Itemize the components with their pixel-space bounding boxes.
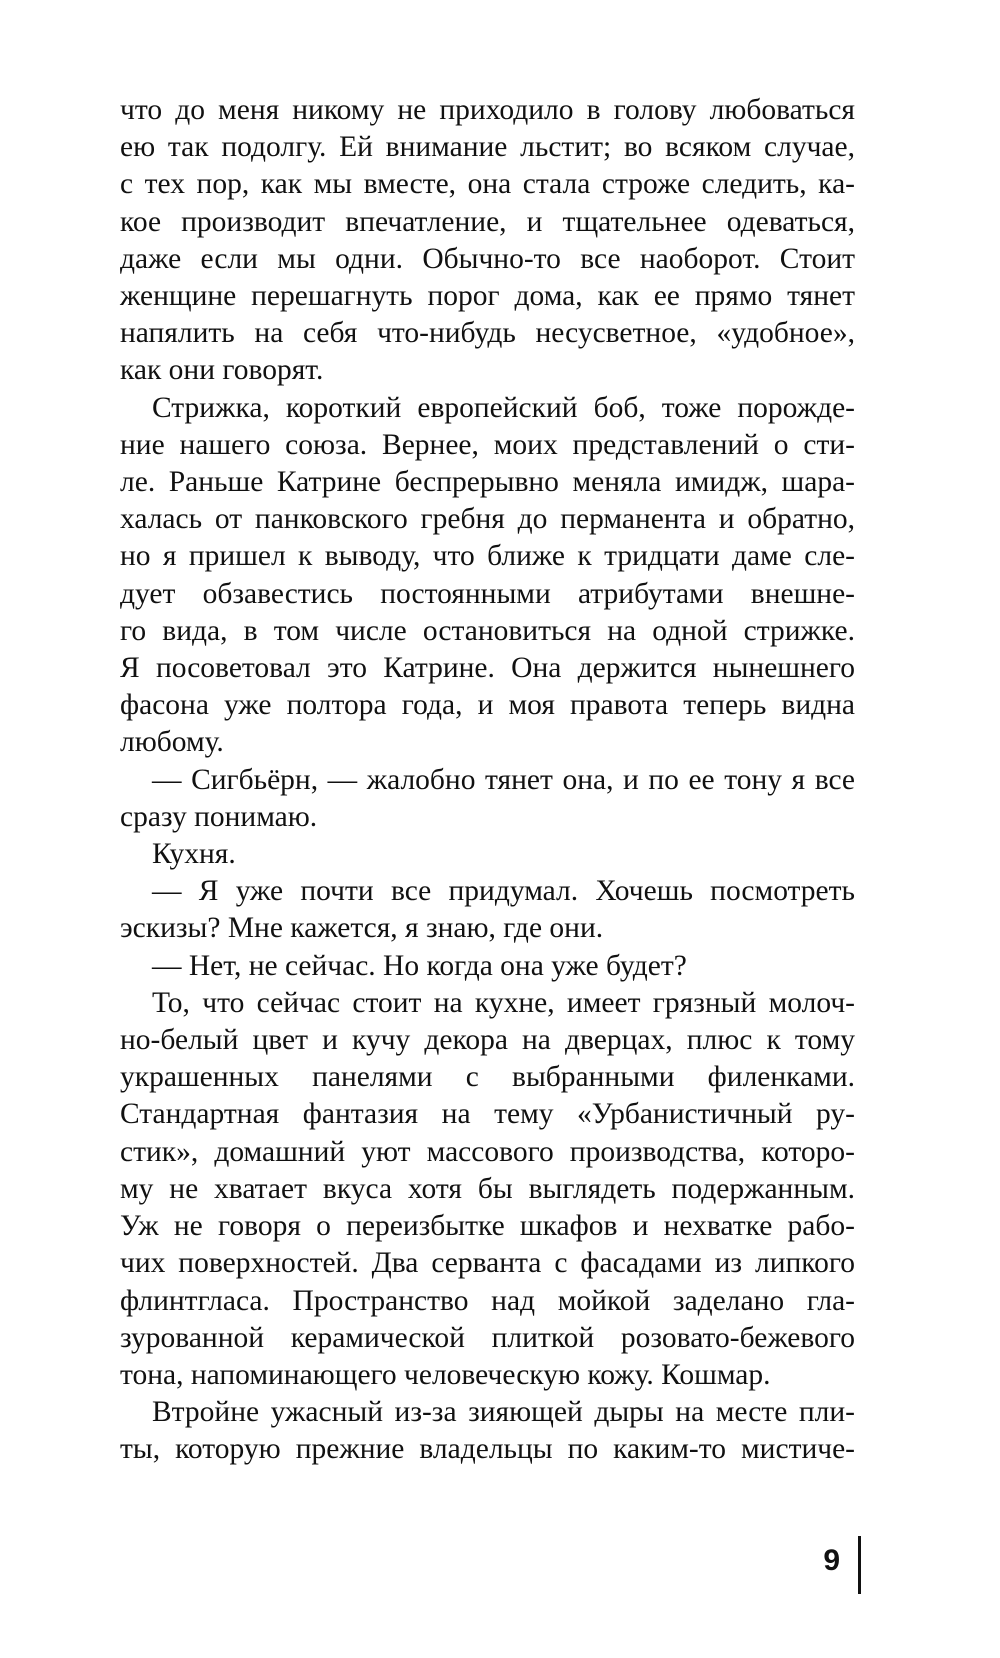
text-line: но-белый цвет и кучу декора на дверцах, плюс к тому bbox=[120, 1024, 855, 1057]
paragraph bbox=[120, 873, 855, 947]
text-line: го вида, в том числе остановиться на одной стрижке. bbox=[120, 614, 855, 647]
paragraph bbox=[120, 985, 855, 1394]
text-line: как они говорят. bbox=[120, 354, 324, 387]
text-line: халась от панковского гребня до перманента и обратно, bbox=[120, 503, 855, 536]
text-line: ле. Раньше Катрине беспрерывно меняла имидж, шара- bbox=[120, 466, 855, 499]
text-line: эскизы? Мне кажется, я знаю, где они. bbox=[120, 912, 604, 945]
text-line: Я посоветовал это Катрине. Она держится нынешнего bbox=[120, 652, 855, 685]
text-line: Кухня. bbox=[152, 838, 236, 871]
text-line: ею так подолгу. Ей внимание льстит; во всяком случае, bbox=[120, 131, 855, 164]
body-text bbox=[120, 92, 855, 1469]
paragraph bbox=[120, 1394, 855, 1468]
text-line: тона, напоминающего человеческую кожу. Кошмар. bbox=[120, 1358, 771, 1391]
paragraph bbox=[120, 762, 855, 836]
text-line: напялить на себя что-нибудь несусветное, «удобное», bbox=[120, 317, 855, 350]
text-line: сразу понимаю. bbox=[120, 800, 318, 833]
text-line: но я пришел к выводу, что ближе к тридцати даме сле- bbox=[120, 540, 855, 573]
text-line: Уж не говоря о переизбытке шкафов и нехватке рабо- bbox=[120, 1210, 855, 1243]
paragraph bbox=[120, 836, 855, 873]
text-line: ты, которую прежние владельцы по каким-то мистиче- bbox=[120, 1433, 855, 1466]
paragraph bbox=[120, 948, 855, 985]
text-line: украшенных панелями с выбранными филенками. bbox=[120, 1061, 855, 1094]
text-line: дует обзавестись постоянными атрибутами внешне- bbox=[120, 577, 855, 610]
text-line: Стандартная фантазия на тему «Урбанистичный ру- bbox=[120, 1098, 855, 1131]
text-line: му не хватает вкуса хотя бы выглядеть подержанным. bbox=[120, 1172, 855, 1205]
paragraph bbox=[120, 390, 855, 762]
text-line: что до меня никому не приходило в голову любоваться bbox=[120, 94, 855, 126]
text-line: Втройне ужасный из-за зияющей дыры на месте пли- bbox=[152, 1396, 855, 1429]
text-line: То, что сейчас стоит на кухне, имеет грязный молоч- bbox=[152, 986, 855, 1019]
text-line: даже если мы одни. Обычно-то все наоборот. Стоит bbox=[120, 242, 855, 275]
text-line: стик», домашний уют массового производства, которо- bbox=[120, 1135, 855, 1168]
text-line: чих поверхностей. Два серванта с фасадами из липкого bbox=[120, 1247, 855, 1280]
text-line: фасона уже полтора года, и моя правота теперь видна bbox=[120, 689, 855, 722]
paragraph bbox=[120, 92, 855, 390]
text-line: ние нашего союза. Вернее, моих представлений о сти- bbox=[120, 428, 855, 461]
text-line: — Сигбьёрн, — жалобно тянет она, и по ее тону я все bbox=[152, 763, 855, 796]
page-number-rule bbox=[858, 1536, 861, 1594]
text-line: — Я уже почти все придумал. Хочешь посмотреть bbox=[152, 875, 855, 908]
text-line: с тех пор, как мы вместе, она стала строже следить, ка- bbox=[120, 168, 855, 201]
text-line: зурованной керамической плиткой розовато-бежевого bbox=[120, 1321, 855, 1354]
page-number: 9 bbox=[823, 1544, 840, 1577]
text-line: любому. bbox=[120, 726, 224, 759]
text-line: Стрижка, короткий европейский боб, тоже порожде- bbox=[152, 391, 855, 424]
text-line: женщине перешагнуть порог дома, как ее прямо тянет bbox=[120, 280, 855, 313]
text-line: — Нет, не сейчас. Но когда она уже будет? bbox=[152, 949, 687, 982]
text-line: флинтгласа. Пространство над мойкой заделано гла- bbox=[120, 1284, 855, 1317]
text-line: кое производит впечатление, и тщательнее одеваться, bbox=[120, 205, 855, 238]
